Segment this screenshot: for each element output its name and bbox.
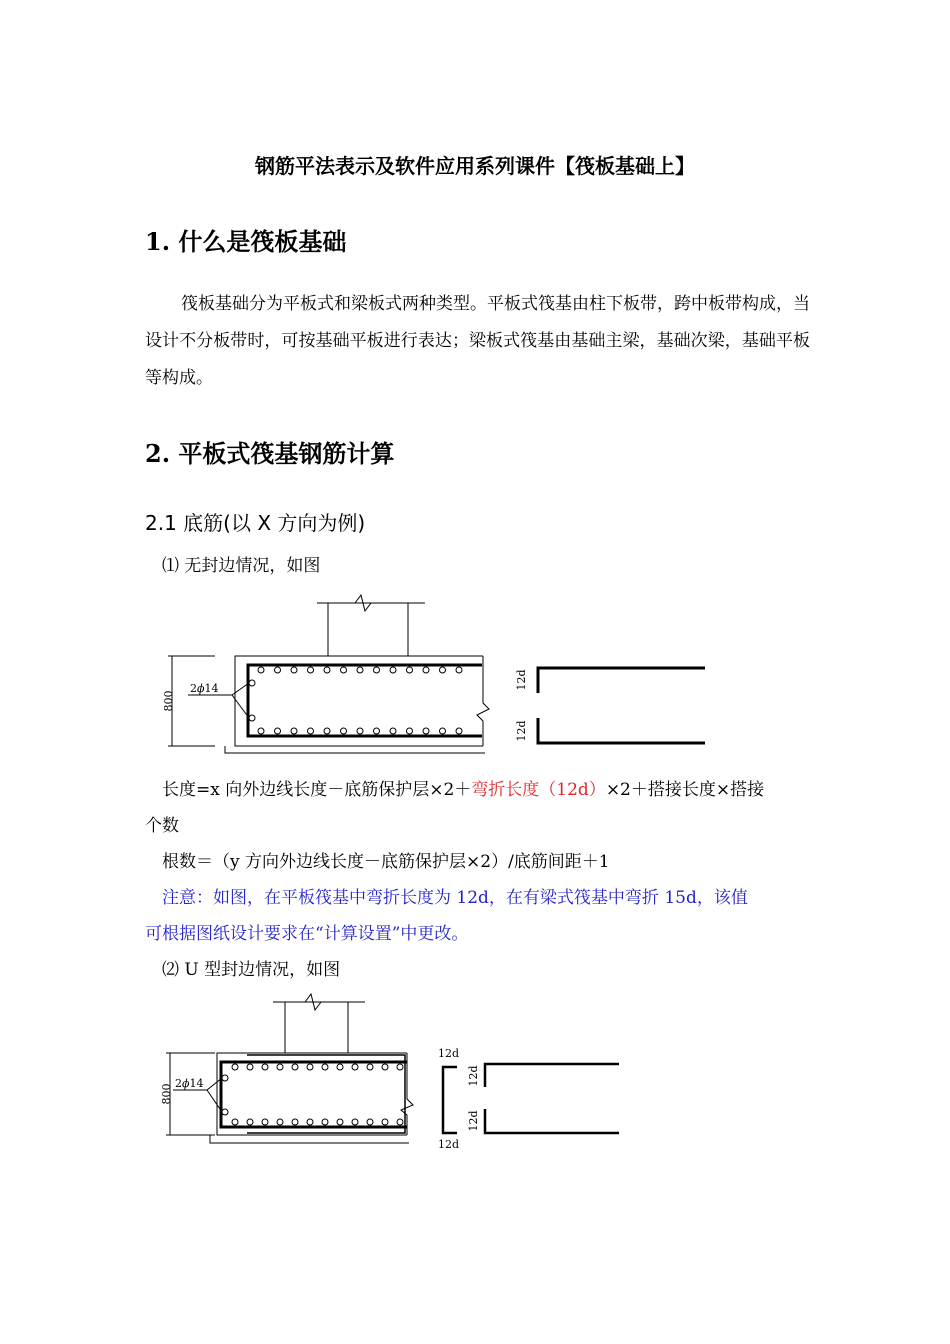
rebar-dot xyxy=(308,667,314,673)
subsection-heading: 2.1 底筋(以 X 方向为例) xyxy=(145,511,366,535)
rebar-dot xyxy=(247,1119,253,1125)
figure2-top-bars xyxy=(232,1064,403,1070)
rebar-dot xyxy=(397,1064,403,1070)
length-formula-continued: 个数 xyxy=(145,816,179,836)
figure1-dimension: 800 xyxy=(162,690,175,712)
rebar-dot xyxy=(262,1119,268,1125)
case2-label: ⑵ U 型封边情况，如图 xyxy=(162,960,341,980)
case1-label: ⑴ 无封边情况，如图 xyxy=(162,556,321,576)
note-line-2: 可根据图纸设计要求在“计算设置”中更改。 xyxy=(145,924,469,944)
rebar-dot xyxy=(357,728,363,734)
rebar-dot xyxy=(390,667,396,673)
rebar-dot xyxy=(367,1064,373,1070)
rebar-dot xyxy=(275,728,281,734)
rebar-dot xyxy=(275,667,281,673)
figure2-u-edge-diagram xyxy=(155,985,635,1155)
figure2-outer-top-label: 12d xyxy=(438,1047,460,1060)
rebar-dot xyxy=(322,1119,328,1125)
rebar-dot xyxy=(440,667,446,673)
figure2-inner-bottom-label: 12d xyxy=(467,1110,480,1132)
figure1-rebar-label: 2ϕ14 xyxy=(190,682,219,695)
rebar-dot xyxy=(337,1064,343,1070)
rebar-dot xyxy=(374,667,380,673)
rebar-dot xyxy=(456,728,462,734)
rebar-dot xyxy=(307,1064,313,1070)
rebar-dot xyxy=(382,1064,388,1070)
rebar-dot xyxy=(407,728,413,734)
rebar-dot xyxy=(357,667,363,673)
rebar-dot xyxy=(456,667,462,673)
rebar-dot xyxy=(232,1064,238,1070)
rebar-dot xyxy=(341,728,347,734)
figure1-no-edge-diagram xyxy=(155,585,725,760)
rebar-dot xyxy=(277,1064,283,1070)
rebar-dot xyxy=(341,667,347,673)
rebar-dot xyxy=(247,1064,253,1070)
rebar-dot xyxy=(258,728,264,734)
note-line-1: 注意：如图，在平板筏基中弯折长度为 12d，在有梁式筏基中弯折 15d，该值 xyxy=(162,888,748,908)
length-formula: 长度=x 向外边线长度－底筋保护层×2＋弯折长度（12d）×2＋搭接长度×搭接 xyxy=(162,780,765,800)
rebar-dot xyxy=(440,728,446,734)
rebar-dot xyxy=(374,728,380,734)
figure1-hook-top-label: 12d xyxy=(515,669,528,691)
rebar-dot xyxy=(352,1064,358,1070)
rebar-dot xyxy=(322,1064,328,1070)
rebar-dot xyxy=(277,1119,283,1125)
figure2-rebar-label: 2ϕ14 xyxy=(175,1077,204,1090)
page-title: 钢筋平法表示及软件应用系列课件【筏板基础上】 xyxy=(255,154,695,178)
rebar-dot xyxy=(291,728,297,734)
rebar-dot xyxy=(382,1119,388,1125)
rebar-dot xyxy=(352,1119,358,1125)
figure2-inner-top-label: 12d xyxy=(467,1065,480,1087)
section1-heading: 1. 什么是筏板基础 xyxy=(145,227,347,256)
rebar-dot xyxy=(423,667,429,673)
rebar-dot xyxy=(307,1119,313,1125)
rebar-dot xyxy=(423,728,429,734)
rebar-dot xyxy=(262,1064,268,1070)
count-formula: 根数＝（y 方向外边线长度－底筋保护层×2）/底筋间距＋1 xyxy=(162,852,610,872)
section2-heading: 2. 平板式筏基钢筋计算 xyxy=(145,439,395,468)
rebar-dot xyxy=(397,1119,403,1125)
rebar-dot xyxy=(292,1119,298,1125)
rebar-dot xyxy=(308,728,314,734)
rebar-dot xyxy=(367,1119,373,1125)
rebar-dot xyxy=(324,667,330,673)
rebar-dot xyxy=(291,667,297,673)
figure2-dimension: 800 xyxy=(160,1083,173,1105)
rebar-dot xyxy=(407,667,413,673)
rebar-dot xyxy=(390,728,396,734)
rebar-dot xyxy=(324,728,330,734)
rebar-dot xyxy=(337,1119,343,1125)
rebar-dot xyxy=(258,667,264,673)
rebar-dot xyxy=(232,1119,238,1125)
figure1-hook-bottom-label: 12d xyxy=(515,720,528,742)
section1-paragraph: 筏板基础分为平板式和梁板式两种类型。平板式筏基由柱下板带，跨中板带构成，当设计不分板带时，可按基础平板进行表达；梁板式筏基由基础主梁，基础次梁，基础平板等构成。 xyxy=(145,294,810,388)
figure2-outer-bottom-label: 12d xyxy=(438,1138,460,1151)
figure1-bottom-bars xyxy=(258,728,462,734)
figure1-top-bars xyxy=(258,667,462,673)
rebar-dot xyxy=(292,1064,298,1070)
figure2-bottom-bars xyxy=(232,1119,403,1125)
